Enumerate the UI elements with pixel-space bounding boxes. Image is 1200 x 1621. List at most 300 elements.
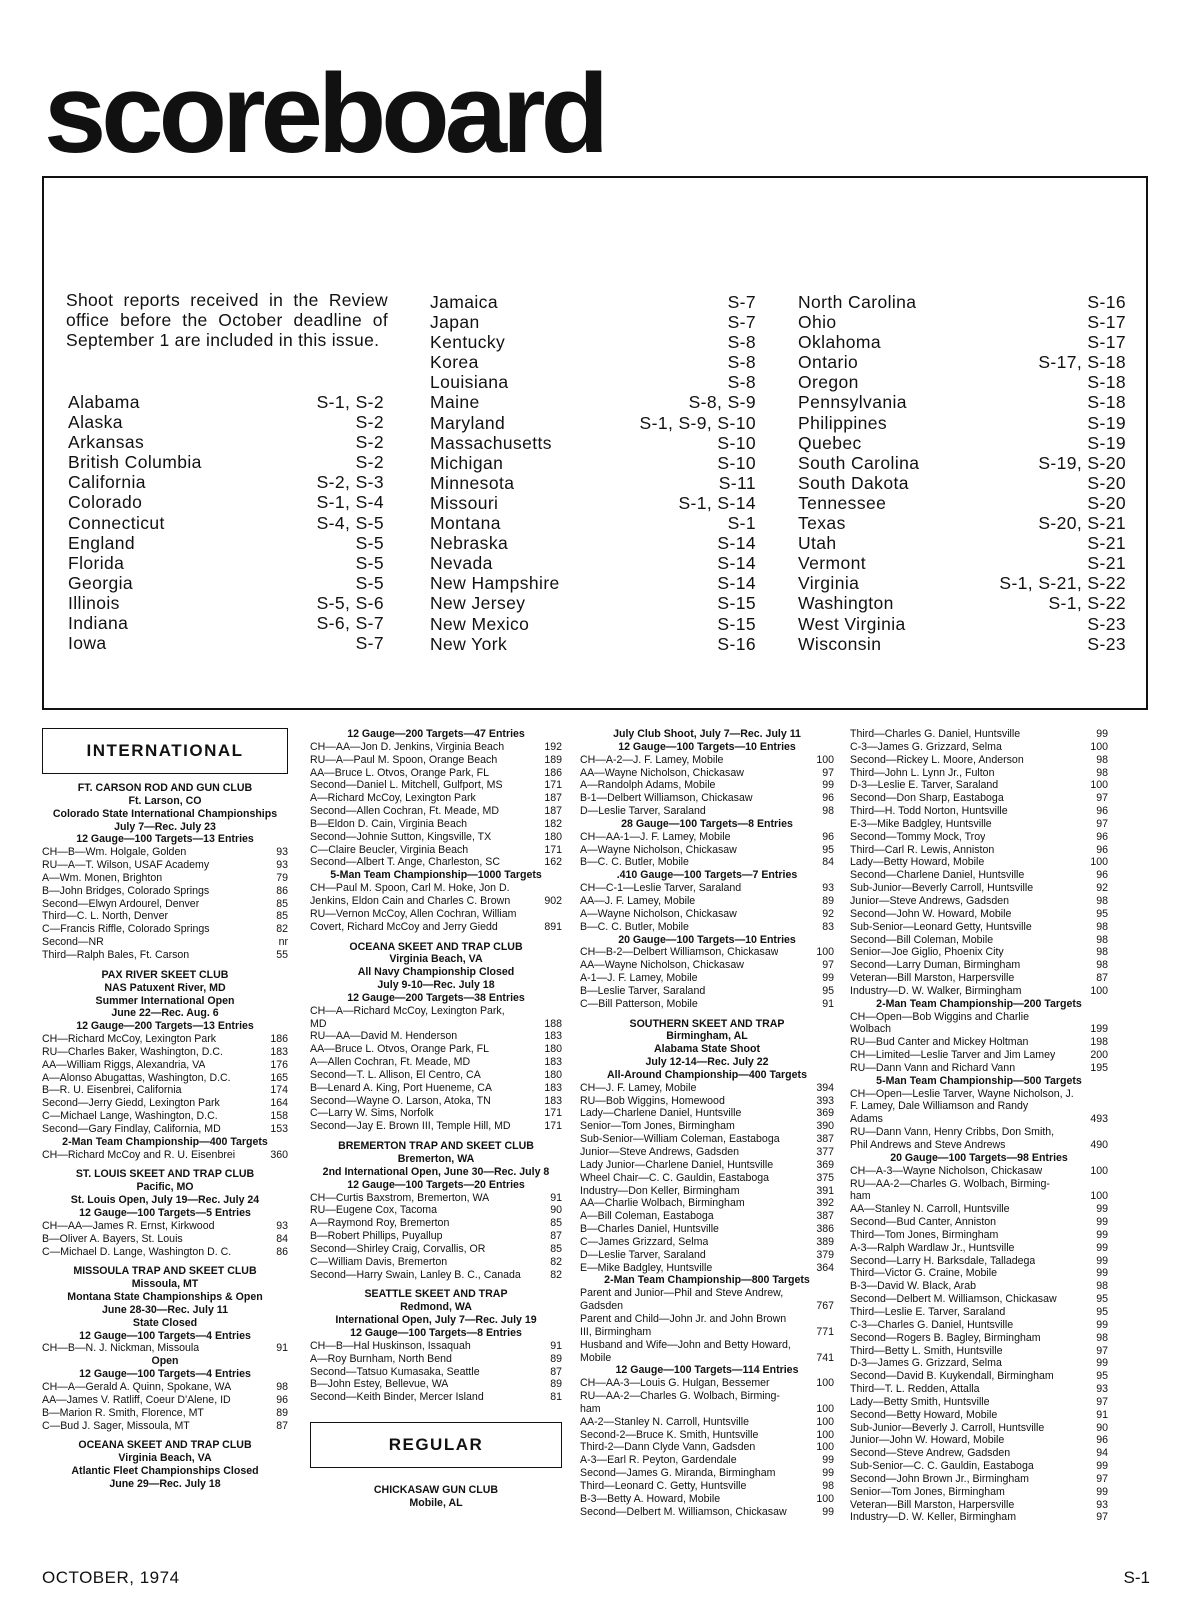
score: 97: [1096, 1395, 1108, 1408]
shooter-entry: D-3—Leslie E. Tarver, Saraland: [850, 779, 999, 792]
score: 84: [822, 856, 834, 869]
index-entry: [798, 593, 1126, 613]
index-page-ref: S-18: [1087, 372, 1126, 393]
result-row: [310, 741, 562, 754]
score: 97: [1096, 817, 1108, 830]
score: 902: [544, 894, 562, 907]
shooter-entry: Industry—Don Keller, Birmingham: [580, 1184, 740, 1197]
result-row: [310, 1391, 562, 1404]
shooter-entry: Third-2—Dann Clyde Vann, Gadsden: [580, 1441, 756, 1454]
index-state-name: West Virginia: [798, 613, 906, 634]
index-page-ref: S-4, S-5: [316, 512, 384, 533]
result-row: [42, 1072, 288, 1085]
shooter-entry: Second—Steve Andrew, Gadsden: [850, 1447, 1011, 1460]
index-state-name: Washington: [798, 593, 894, 614]
index-entry: [430, 352, 756, 372]
result-row: [850, 1242, 1108, 1255]
shooter-entry: Second—Rickey L. Moore, Anderson: [850, 753, 1024, 766]
result-row: [850, 792, 1108, 805]
index-entry: [798, 292, 1126, 312]
index-page-ref: S-10: [717, 432, 756, 453]
result-row: [850, 1319, 1108, 1332]
result-heading: OCEANA SKEET AND TRAP CLUB: [78, 1439, 252, 1452]
score: 96: [1096, 843, 1108, 856]
index-page-ref: S-17, S-18: [1038, 352, 1126, 373]
shooter-entry: CH—Curtis Baxstrom, Bremerton, WA: [310, 1191, 490, 1204]
score: 392: [816, 1197, 834, 1210]
score: 98: [1096, 753, 1108, 766]
index-page-ref: S-23: [1087, 613, 1126, 634]
shooter-entry: Third—C. L. North, Denver: [42, 910, 168, 923]
result-heading: July Club Shoot, July 7—Rec. July 11: [613, 728, 801, 740]
shooter-entry: Sub-Junior—Beverly Carroll, Huntsville: [850, 882, 1034, 895]
index-page-ref: S-15: [717, 593, 756, 614]
shooter-entry: A—Alonso Abugattas, Washington, D.C.: [42, 1071, 231, 1084]
score: 100: [1090, 984, 1108, 997]
index-state-name: Japan: [430, 312, 480, 333]
result-row: [310, 1056, 562, 1069]
result-row: [580, 1082, 834, 1095]
score: 96: [1096, 1434, 1108, 1447]
score: 158: [270, 1110, 288, 1123]
result-row: [850, 1511, 1108, 1524]
result-heading: SEATTLE SKEET AND TRAP: [364, 1288, 508, 1301]
result-row: [580, 882, 834, 895]
score: 97: [822, 766, 834, 779]
result-row: [580, 805, 834, 818]
result-row: [42, 949, 288, 962]
shooter-entry: CH—B-2—Delbert Williamson, Chickasaw: [580, 946, 779, 959]
score: 85: [550, 1242, 562, 1255]
result-heading: 20 Gauge—100 Targets—10 Entries: [618, 933, 796, 946]
score: 98: [1096, 1280, 1108, 1293]
index-entry: [798, 352, 1126, 372]
score: 99: [1096, 728, 1108, 740]
shooter-entry: Sub-Senior—C. C. Gauldin, Eastaboga: [850, 1460, 1034, 1473]
result-row: [580, 1107, 834, 1120]
score: 100: [1090, 1164, 1108, 1177]
result-row: [850, 934, 1108, 947]
result-row: [850, 959, 1108, 972]
shooter-entry: A—Roy Burnham, North Bend: [310, 1352, 452, 1365]
index-page-ref: S-14: [717, 573, 756, 594]
index-entry: [430, 312, 756, 332]
intro-text: Shoot reports received in the Review office before the October deadline of September 1 are included in this issue.: [66, 290, 388, 350]
shooter-entry: Wheel Chair—C. C. Gauldin, Eastaboga: [580, 1171, 770, 1184]
result-heading: ST. LOUIS SKEET AND TRAP CLUB: [75, 1168, 255, 1181]
score: nr: [278, 936, 288, 949]
shooter-entry: Sub-Senior—Leonard Getty, Huntsville: [850, 920, 1032, 933]
score: 95: [822, 843, 834, 856]
result-row: [850, 1447, 1108, 1460]
index-page-ref: S-2, S-3: [316, 472, 384, 493]
score: 98: [1096, 894, 1108, 907]
index-state-name: South Carolina: [798, 452, 920, 473]
result-heading: Summer International Open: [95, 994, 235, 1007]
score: 192: [544, 740, 562, 753]
score: 771: [816, 1325, 834, 1338]
index-page-ref: S-21: [1087, 533, 1126, 554]
result-row: [310, 1095, 562, 1108]
score: 767: [816, 1300, 834, 1313]
index-entry: [430, 634, 756, 654]
score: 386: [816, 1223, 834, 1236]
result-row: [850, 1113, 1108, 1126]
score: 100: [816, 1428, 834, 1441]
index-entry: [798, 614, 1126, 634]
shooter-entry: Lady Junior—Charlene Daniel, Huntsville: [580, 1158, 774, 1171]
shooter-entry: AA—Bruce L. Otvos, Orange Park, FL: [310, 766, 489, 779]
result-row: [580, 1326, 834, 1339]
index-page-ref: S-2: [355, 432, 384, 453]
score: 377: [816, 1146, 834, 1158]
shooter-entry: Lady—Charlene Daniel, Huntsville: [580, 1107, 742, 1120]
result-row: [580, 1352, 834, 1365]
shooter-entry: Industry—D. W. Walker, Birmingham: [850, 984, 1022, 997]
result-row: [580, 1429, 834, 1442]
result-heading: 12 Gauge—100 Targets—13 Entries: [76, 833, 254, 846]
index-entry: [68, 593, 384, 613]
score: 171: [544, 1107, 562, 1120]
shooter-entry: Third—Carl R. Lewis, Anniston: [850, 843, 995, 856]
score: 186: [544, 766, 562, 779]
score: 98: [276, 1380, 288, 1393]
shooter-entry: Sub-Senior—William Coleman, Eastaboga: [580, 1133, 780, 1146]
shooter-entry: Third—T. L. Redden, Attalla: [850, 1383, 980, 1396]
score: 82: [550, 1255, 562, 1268]
score: 99: [1096, 1357, 1108, 1370]
score: 96: [822, 830, 834, 843]
result-row: [310, 1204, 562, 1217]
shooter-entry: RU—A—Paul M. Spoon, Orange Beach: [310, 753, 498, 766]
result-heading: 12 Gauge—200 Targets—38 Entries: [347, 991, 525, 1004]
result-row: [850, 1203, 1108, 1216]
score: 99: [1096, 1241, 1108, 1254]
shooter-entry: MD: [310, 1017, 327, 1030]
result-row: [850, 1357, 1108, 1370]
result-row: [580, 985, 834, 998]
score: 96: [822, 792, 834, 805]
result-heading: Mobile, AL: [409, 1496, 463, 1509]
shooter-entry: Second—Betty Howard, Mobile: [850, 1408, 998, 1421]
shooter-entry: B-3—David W. Black, Arab: [850, 1280, 976, 1293]
score: 100: [1090, 740, 1108, 753]
result-row: [850, 1165, 1108, 1178]
result-row: [310, 1230, 562, 1243]
score: 87: [276, 1419, 288, 1432]
result-row: [42, 910, 288, 923]
score: 100: [816, 1415, 834, 1428]
section-spacer: [580, 1011, 834, 1018]
score: 98: [1096, 1331, 1108, 1344]
index-entry: [798, 493, 1126, 513]
shooter-entry: CH—B—N. J. Nickman, Missoula: [42, 1342, 200, 1355]
result-row: [42, 872, 288, 885]
shooter-entry: CH—A—Gerald A. Quinn, Spokane, WA: [42, 1380, 232, 1393]
result-row: [850, 882, 1108, 895]
result-heading: Montana State Championships & Open: [67, 1291, 263, 1304]
index-state-name: Oregon: [798, 372, 859, 393]
shooter-entry: CH—C-1—Leslie Tarver, Saraland: [580, 882, 742, 895]
shooter-entry: Second—John Brown Jr., Birmingham: [850, 1472, 1029, 1485]
shooter-entry: RU—Dann Vann and Richard Vann: [850, 1061, 1016, 1074]
shooter-entry: Second—Charlene Daniel, Huntsville: [850, 869, 1025, 882]
shooter-entry: B—Charles Daniel, Huntsville: [580, 1223, 719, 1236]
score: 153: [270, 1122, 288, 1135]
shooter-entry: D—Leslie Tarver, Saraland: [580, 1248, 706, 1261]
result-heading: Virginia Beach, VA: [118, 1452, 212, 1465]
score: 85: [276, 910, 288, 923]
score: 98: [1096, 959, 1108, 972]
score: 98: [822, 1479, 834, 1492]
section-spacer: [42, 962, 288, 969]
score: 195: [1090, 1061, 1108, 1074]
index-state-name: England: [68, 532, 136, 553]
shooter-entry: AA—Wayne Nicholson, Chickasaw: [580, 959, 744, 972]
index-state-name: Alabama: [68, 392, 140, 412]
index-entry: [430, 473, 756, 493]
score: 186: [270, 1033, 288, 1046]
score: 95: [1096, 1370, 1108, 1383]
index-page-ref: S-2: [355, 412, 384, 433]
score: 360: [270, 1148, 288, 1161]
result-heading: July 9-10—Rec. July 18: [377, 979, 495, 992]
result-row: [580, 959, 834, 972]
result-row: [850, 1062, 1108, 1075]
index-entry: [430, 493, 756, 513]
index-page-ref: S-16: [1087, 292, 1126, 312]
result-row: [42, 1033, 288, 1046]
result-row: [310, 844, 562, 857]
shooter-entry: Third—Betty L. Smith, Huntsville: [850, 1344, 1003, 1357]
result-row: [580, 908, 834, 921]
shooter-entry: A—Randolph Adams, Mobile: [580, 779, 716, 792]
index-page-ref: S-16: [717, 633, 756, 654]
shooter-entry: Third—Charles G. Daniel, Huntsville: [850, 728, 1021, 740]
result-row: [580, 1467, 834, 1480]
result-heading: 28 Gauge—100 Targets—8 Entries: [621, 817, 793, 830]
index-state-name: Ohio: [798, 312, 837, 333]
result-heading: State Closed: [132, 1316, 198, 1329]
score: 180: [544, 1068, 562, 1081]
result-row: [850, 754, 1108, 767]
shooter-entry: AA—James V. Ratliff, Coeur D'Alene, ID: [42, 1393, 231, 1406]
score: 99: [1096, 1228, 1108, 1241]
shooter-entry: A—Wayne Nicholson, Chickasaw: [580, 843, 737, 856]
result-row: [850, 767, 1108, 780]
international-section-header: INTERNATIONAL: [42, 728, 288, 774]
shooter-entry: Second—Gary Findlay, California, MD: [42, 1122, 221, 1135]
result-row: [310, 1069, 562, 1082]
score: 96: [1096, 805, 1108, 818]
result-heading: 2-Man Team Championship—400 Targets: [62, 1135, 268, 1148]
result-row: [580, 1403, 834, 1416]
shooter-entry: AA—Bruce L. Otvos, Orange Park, FL: [310, 1043, 489, 1056]
result-row: [580, 1172, 834, 1185]
shooter-entry: Senior—Tom Jones, Birmingham: [850, 1485, 1005, 1498]
result-row: [580, 844, 834, 857]
result-row: [580, 1441, 834, 1454]
score: 97: [1096, 792, 1108, 805]
shooter-entry: D-3—James G. Grizzard, Selma: [850, 1357, 1002, 1370]
score: 83: [822, 920, 834, 933]
score: 99: [1096, 1318, 1108, 1331]
index-page-ref: S-19: [1087, 432, 1126, 453]
index-entry: [68, 452, 384, 472]
index-entry: [430, 453, 756, 473]
result-row: [580, 1506, 834, 1519]
shooter-entry: Second—Shirley Craig, Corvallis, OR: [310, 1242, 486, 1255]
score: 200: [1090, 1049, 1108, 1062]
index-state-name: New Hampshire: [430, 573, 560, 594]
index-state-name: Florida: [68, 552, 125, 573]
result-row: [850, 1383, 1108, 1396]
index-entry: [798, 453, 1126, 473]
result-row: [850, 908, 1108, 921]
score: 86: [276, 1245, 288, 1258]
score: 94: [1096, 1447, 1108, 1460]
shooter-entry: Junior—John W. Howard, Mobile: [850, 1434, 1005, 1447]
result-row: [580, 1120, 834, 1133]
index-state-name: Michigan: [430, 452, 504, 473]
shooter-entry: A-3—Earl R. Peyton, Gardendale: [580, 1454, 737, 1467]
shooter-entry: Second—Larry Duman, Birmingham: [850, 959, 1021, 972]
index-entry: [68, 613, 384, 633]
result-line: CH—A—Richard McCoy, Lexington Park,: [310, 1004, 505, 1017]
result-row: [580, 1210, 834, 1223]
shooter-entry: Phil Andrews and Steve Andrews: [850, 1139, 1006, 1151]
result-row: [580, 1262, 834, 1275]
score: 183: [270, 1045, 288, 1058]
section-spacer: [42, 1161, 288, 1168]
results-column-4: [850, 728, 1108, 1524]
result-line: CH—Open—Bob Wiggins and Charlie: [850, 1010, 1029, 1023]
score: 97: [1096, 1511, 1108, 1524]
result-heading: Bremerton, WA: [397, 1153, 475, 1165]
shooter-entry: CH—AA-1—J. F. Lamey, Mobile: [580, 830, 731, 843]
index-state-name: Wisconsin: [798, 633, 882, 654]
shooter-entry: AA—Charlie Wolbach, Birmingham: [580, 1197, 745, 1210]
index-entry: [798, 413, 1126, 433]
score: 741: [816, 1351, 834, 1364]
shooter-entry: Second—NR: [42, 936, 104, 949]
shooter-entry: C—Michael Lange, Washington, D.C.: [42, 1110, 218, 1123]
score: 91: [276, 1342, 288, 1355]
shooter-entry: Veteran—Bill Marston, Harpersville: [850, 972, 1015, 985]
shooter-entry: Adams: [850, 1113, 883, 1126]
result-row: [850, 1460, 1108, 1473]
shooter-entry: RU—Bob Wiggins, Homewood: [580, 1094, 725, 1107]
shooter-entry: A—Wm. Monen, Brighton: [42, 871, 163, 884]
shooter-entry: Senior—Tom Jones, Birmingham: [580, 1120, 735, 1133]
index-state-name: Utah: [798, 533, 837, 554]
shooter-entry: Gadsden: [580, 1300, 623, 1313]
score: 95: [1096, 1293, 1108, 1306]
result-row: [42, 1420, 288, 1433]
score: 100: [816, 946, 834, 959]
score: 369: [816, 1158, 834, 1171]
shooter-entry: AA—William Riggs, Alexandria, VA: [42, 1058, 206, 1071]
result-row: [42, 1381, 288, 1394]
result-row: [310, 754, 562, 767]
shooter-entry: C—Francis Riffle, Colorado Springs: [42, 923, 210, 936]
result-row: [310, 1217, 562, 1230]
score: 97: [822, 959, 834, 972]
index-state-name: Missouri: [430, 492, 499, 513]
shooter-entry: C—Bud J. Sager, Missoula, MT: [42, 1419, 190, 1432]
index-page-ref: S-1, S-22: [1048, 593, 1126, 614]
shooter-entry: Second—Harry Swain, Lanley B. C., Canada: [310, 1268, 521, 1281]
index-state-name: Philippines: [798, 412, 888, 433]
index-entry: [430, 372, 756, 392]
index-state-name: Iowa: [68, 633, 107, 654]
result-row: [580, 1493, 834, 1506]
score: 891: [544, 920, 562, 933]
result-row: [850, 831, 1108, 844]
index-page-ref: S-1, S-2: [316, 392, 384, 412]
shooter-entry: CH—A-2—J. F. Lamey, Mobile: [580, 753, 724, 766]
shooter-entry: Third—John L. Lynn Jr., Fulton: [850, 766, 995, 779]
shooter-entry: CH—Limited—Leslie Tarver and Jim Lamey: [850, 1049, 1056, 1062]
score: 369: [816, 1107, 834, 1120]
score: 99: [822, 1467, 834, 1480]
score: 182: [544, 817, 562, 830]
shooter-entry: Industry—D. W. Keller, Birmingham: [850, 1511, 1017, 1524]
index-page-ref: S-5, S-6: [316, 592, 384, 613]
result-row: [580, 1197, 834, 1210]
score: 180: [544, 830, 562, 843]
index-page-ref: S-5: [355, 532, 384, 553]
score: 100: [1090, 1190, 1108, 1203]
result-row: [310, 856, 562, 869]
score: 379: [816, 1248, 834, 1261]
result-row: [850, 1229, 1108, 1242]
shooter-entry: Second—James G. Miranda, Birmingham: [580, 1467, 776, 1480]
result-heading: 12 Gauge—200 Targets—13 Entries: [76, 1020, 254, 1033]
result-line: RU—AA-2—Charles G. Wolbach, Birming-: [580, 1390, 780, 1403]
index-entry: [798, 573, 1126, 593]
result-line: RU—Dann Vann, Henry Cribbs, Don Smith,: [850, 1126, 1055, 1139]
score: 188: [544, 1017, 562, 1030]
index-page-ref: S-7: [355, 633, 384, 654]
index-entry: [430, 513, 756, 533]
result-heading: 12 Gauge—100 Targets—10 Entries: [618, 740, 796, 753]
index-state-name: Korea: [430, 352, 479, 373]
score: 82: [276, 923, 288, 936]
index-entry: [798, 372, 1126, 392]
index-state-name: Arkansas: [68, 432, 145, 453]
shooter-entry: Second—Tatsuo Kumasaka, Seattle: [310, 1365, 480, 1378]
result-row: [42, 1123, 288, 1136]
index-entry: [68, 432, 384, 452]
score: 98: [1096, 946, 1108, 959]
score: 89: [822, 894, 834, 907]
index-entry: [68, 412, 384, 432]
shooter-entry: C—Larry W. Sims, Norfolk: [310, 1107, 434, 1120]
score: 394: [816, 1081, 834, 1094]
index-page-ref: S-8: [727, 352, 756, 373]
index-state-name: Vermont: [798, 553, 866, 574]
result-row: [850, 1280, 1108, 1293]
result-row: [42, 923, 288, 936]
score: 199: [1090, 1023, 1108, 1036]
shooter-entry: Second—Don Sharp, Eastaboga: [850, 792, 1004, 805]
index-entry: [430, 413, 756, 433]
result-heading: .410 Gauge—100 Targets—7 Entries: [616, 869, 798, 882]
result-row: [310, 921, 562, 934]
score: 98: [1096, 920, 1108, 933]
score: 91: [822, 997, 834, 1010]
